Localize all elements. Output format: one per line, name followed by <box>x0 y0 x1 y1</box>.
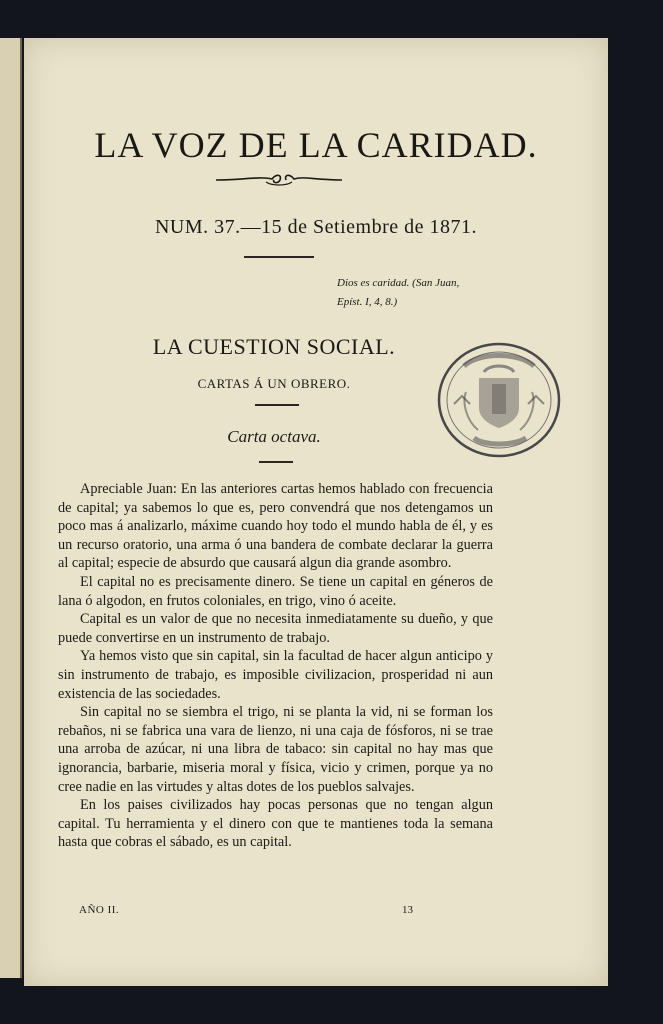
issue-line: NUM. 37.—15 de Setiembre de 1871. <box>154 216 477 238</box>
epigraph-line-1: Dios es caridad. (San Juan, <box>337 277 460 289</box>
paragraph: Capital es un valor de que no necesita inmediatamente su dueño, y que puede convertirse en un instrumento de trabajo. <box>58 611 493 646</box>
volume-label: AÑO II. <box>79 904 120 916</box>
epigraph <box>337 274 502 312</box>
section-subtitle: CARTAS Á UN OBRERO. <box>197 376 351 391</box>
section-title: LA CUESTION SOCIAL. <box>152 334 396 359</box>
ornamental-flourish <box>214 170 344 190</box>
document-page <box>24 38 608 986</box>
page-number: 13 <box>402 904 413 916</box>
paragraph: Apreciable Juan: En las anteriores cartas hemos hablado con frecuencia de capital; ya sabemos lo que es, pero convendrá que nos detengamos un poco mas á analizarlo, máxime cuando hoy todo el mundo habla de él, y es un recurso oratorio, una arma ó una bandera de combate declarar la guerra al capital; especie de absurdo que causará algun dia grande asombro. <box>58 481 493 572</box>
article-body <box>58 480 493 852</box>
letter-title: Carta octava. <box>227 427 321 446</box>
epigraph-line-2: Epíst. I, 4, 8.) <box>337 296 398 308</box>
paragraph: En los paises civilizados hay pocas personas que no tengan algun capital. Tu herramienta y el dinero con que te mantienes toda la semana hasta que cobras el sábado, es un capital. <box>58 797 493 851</box>
subtitle-divider <box>255 404 299 406</box>
paragraph: El capital no es precisamente dinero. Se tiene un capital en géneros de lana ó algodon, en frutos coloniales, en trigo, vino ó aceite. <box>58 573 493 609</box>
issue-divider <box>244 256 314 258</box>
paragraph: Ya hemos visto que sin capital, sin la facultad de hacer algun anticipo y sin instrumento de trabajo, es imposible civilizacion, prosperidad ni aun existencia de las sociedades. <box>58 648 493 702</box>
letter-divider <box>259 461 293 463</box>
facing-page-edge <box>0 38 22 978</box>
periodical-title: LA VOZ DE LA CARIDAD. <box>94 125 538 165</box>
paragraph: Sin capital no se siembra el trigo, ni se planta la vid, ni se forman los rebaños, ni se fabrica una vara de lienzo, ni una caja de fósforos, ni se trae una arroba de azúcar, ni una libra de tabaco: sin capital no hay mas que ignorancia, barbarie, miseria moral y física, vicio y crimen, porque ya no cree nadie en las virtudes y altas dotes de los pueblos salvajes. <box>58 704 493 795</box>
madrid-stamp-seal <box>434 338 564 462</box>
